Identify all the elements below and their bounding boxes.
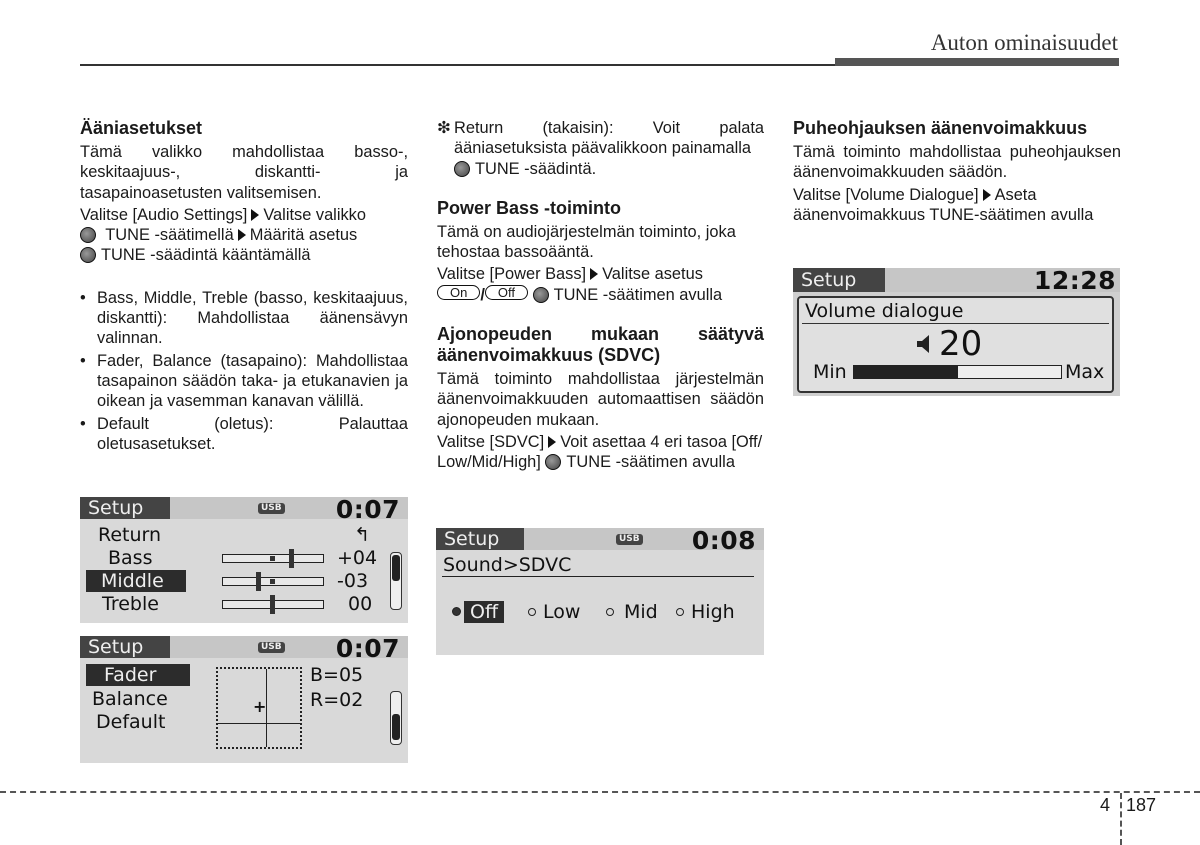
max-label: Max (1065, 361, 1105, 383)
paragraph: Tämä on audiojärjestelmän toiminto, joka tehostaa bassoääntä. (437, 222, 736, 262)
instruction: Valitse [Volume Dialogue] Aseta äänenvoimakkuus TUNE-säätimen avulla (793, 185, 1094, 224)
volume-level-bar (853, 365, 1062, 379)
menu-item-bass: Bass (108, 547, 153, 569)
arrow-right-icon (238, 229, 246, 241)
radio-selected-icon (452, 607, 461, 616)
header-accent-bar (835, 58, 1119, 66)
arrow-right-icon (983, 189, 991, 201)
breadcrumb-path: Sound>SDVC (443, 554, 572, 576)
menu-item-fader-selected: Fader (86, 664, 190, 686)
paragraph: Tämä toiminto mahdollistaa järjestelmän äänenvoimakkuuden automaattisen säädön ajonopeuden mukaan. (437, 370, 764, 429)
list-item: • Bass, Middle, Treble (basso, keskitaajuus, diskantti): Mahdollistaa äänensävyn valinnan. (80, 288, 408, 349)
arrow-right-icon (590, 268, 598, 280)
screen-clock: 0:07 (335, 497, 400, 524)
position-marker-icon: + (253, 697, 267, 716)
screen-clock: 0:07 (335, 636, 400, 663)
section-heading: Power Bass -toiminto (437, 197, 622, 218)
balance-readout: R=02 (310, 689, 364, 711)
volume-label: Volume dialogue (805, 300, 964, 322)
screen-tab-setup: Setup (436, 528, 524, 550)
instruction: Valitse [SDVC] Voit asettaa 4 eri tasoa [Off/ Low/Mid/High] TUNE -säätimen avulla (437, 432, 763, 472)
volume-value: 20 (939, 324, 983, 364)
bullet-list (80, 288, 408, 454)
section-heading: Ääniasetukset (80, 118, 203, 138)
usb-icon: USB (258, 503, 285, 514)
menu-item-treble: Treble (102, 593, 159, 615)
screen-tab-setup: Setup (80, 497, 170, 519)
menu-item-return: Return (98, 524, 162, 546)
arrow-right-icon (251, 209, 259, 221)
screen-clock: 12:28 (1033, 268, 1116, 295)
setup-screen-tone (80, 497, 408, 623)
instruction: Valitse [Power Bass] Valitse asetus On / Off TUNE -säätimen avulla (437, 265, 723, 304)
footer-rule (0, 791, 1200, 793)
screen-clock: 0:08 (691, 528, 756, 555)
menu-item-balance: Balance (92, 688, 168, 710)
tune-knob-icon (545, 454, 561, 470)
option-low: Low (543, 601, 581, 623)
screen-tab-setup: Setup (793, 268, 885, 292)
on-button-icon: On (437, 285, 480, 300)
paragraph: Tämä toiminto mahdollistaa puheohjauksen äänenvoimakkuuden säädön. (793, 143, 1121, 182)
column-voice-volume (793, 118, 1121, 227)
instruction: Valitse [Audio Settings] Valitse valikko TUNE -säätimellä Määritä asetus TUNE -säädintä kääntämällä (80, 205, 366, 265)
note-mark-icon: ❇ (437, 119, 451, 137)
option-mid: Mid (624, 601, 658, 623)
tune-knob-icon (533, 287, 549, 303)
setup-screen-volume (793, 268, 1120, 396)
setup-screen-sdvc (436, 528, 764, 655)
column-power-bass (437, 118, 764, 475)
option-high: High (691, 601, 735, 623)
treble-slider (222, 600, 324, 609)
speaker-icon (915, 332, 935, 356)
page-number: 187 (1126, 795, 1157, 815)
usb-icon: USB (258, 642, 285, 653)
list-item: • Default (oletus): Palauttaa oletusasetukset. (80, 414, 408, 455)
scrollbar (390, 552, 402, 610)
fader-readout: B=05 (310, 664, 364, 686)
running-header: Auton ominaisuudet (930, 30, 1118, 55)
menu-item-middle-selected: Middle (86, 570, 186, 592)
min-label: Min (813, 361, 847, 383)
list-item: • Fader, Balance (tasapaino): Mahdollistaa tasapainon säädön taka- ja etukanavien ja oikean ja vasemman kanavan välillä. (80, 351, 408, 412)
footer-divider (1120, 793, 1122, 845)
volume-level-fill (854, 366, 958, 378)
option-off-selected: Off (464, 601, 504, 623)
radio-icon (606, 608, 614, 616)
usb-icon: USB (616, 534, 643, 545)
chapter-number: 4 (1100, 795, 1111, 815)
arrow-right-icon (548, 436, 556, 448)
tune-knob-icon (80, 247, 96, 263)
header-rule (80, 64, 840, 66)
treble-value: 00 (348, 593, 373, 615)
volume-panel (797, 296, 1114, 393)
section-heading: Puheohjauksen äänenvoimakkuus (793, 118, 1088, 138)
screen-tab-setup: Setup (80, 636, 170, 658)
radio-icon (676, 608, 684, 616)
menu-item-default: Default (96, 711, 166, 733)
scrollbar (390, 691, 402, 745)
middle-slider (222, 577, 324, 586)
column-audio-settings (80, 118, 408, 456)
radio-icon (528, 608, 536, 616)
tune-knob-icon (80, 227, 96, 243)
paragraph: Tämä valikko mahdollistaa basso-, keskitaajuus-, diskantti- ja tasapainoasetusten valitsemisen. (80, 143, 408, 202)
return-icon: ↰ (354, 524, 370, 546)
note: ❇ Return (takaisin): Voit palata ääniasetuksista päävalikkoon painamalla TUNE -säädintä. (437, 119, 764, 178)
off-button-icon: Off (485, 285, 528, 300)
bass-slider (222, 554, 324, 563)
bass-value: +04 (337, 547, 378, 569)
setup-screen-fader (80, 636, 408, 763)
tune-knob-icon (454, 161, 470, 177)
section-heading: Ajonopeuden mukaan säätyvä äänenvoimakkuus (SDVC) (437, 324, 764, 366)
middle-value: -03 (337, 570, 369, 592)
balance-grid (216, 667, 302, 749)
